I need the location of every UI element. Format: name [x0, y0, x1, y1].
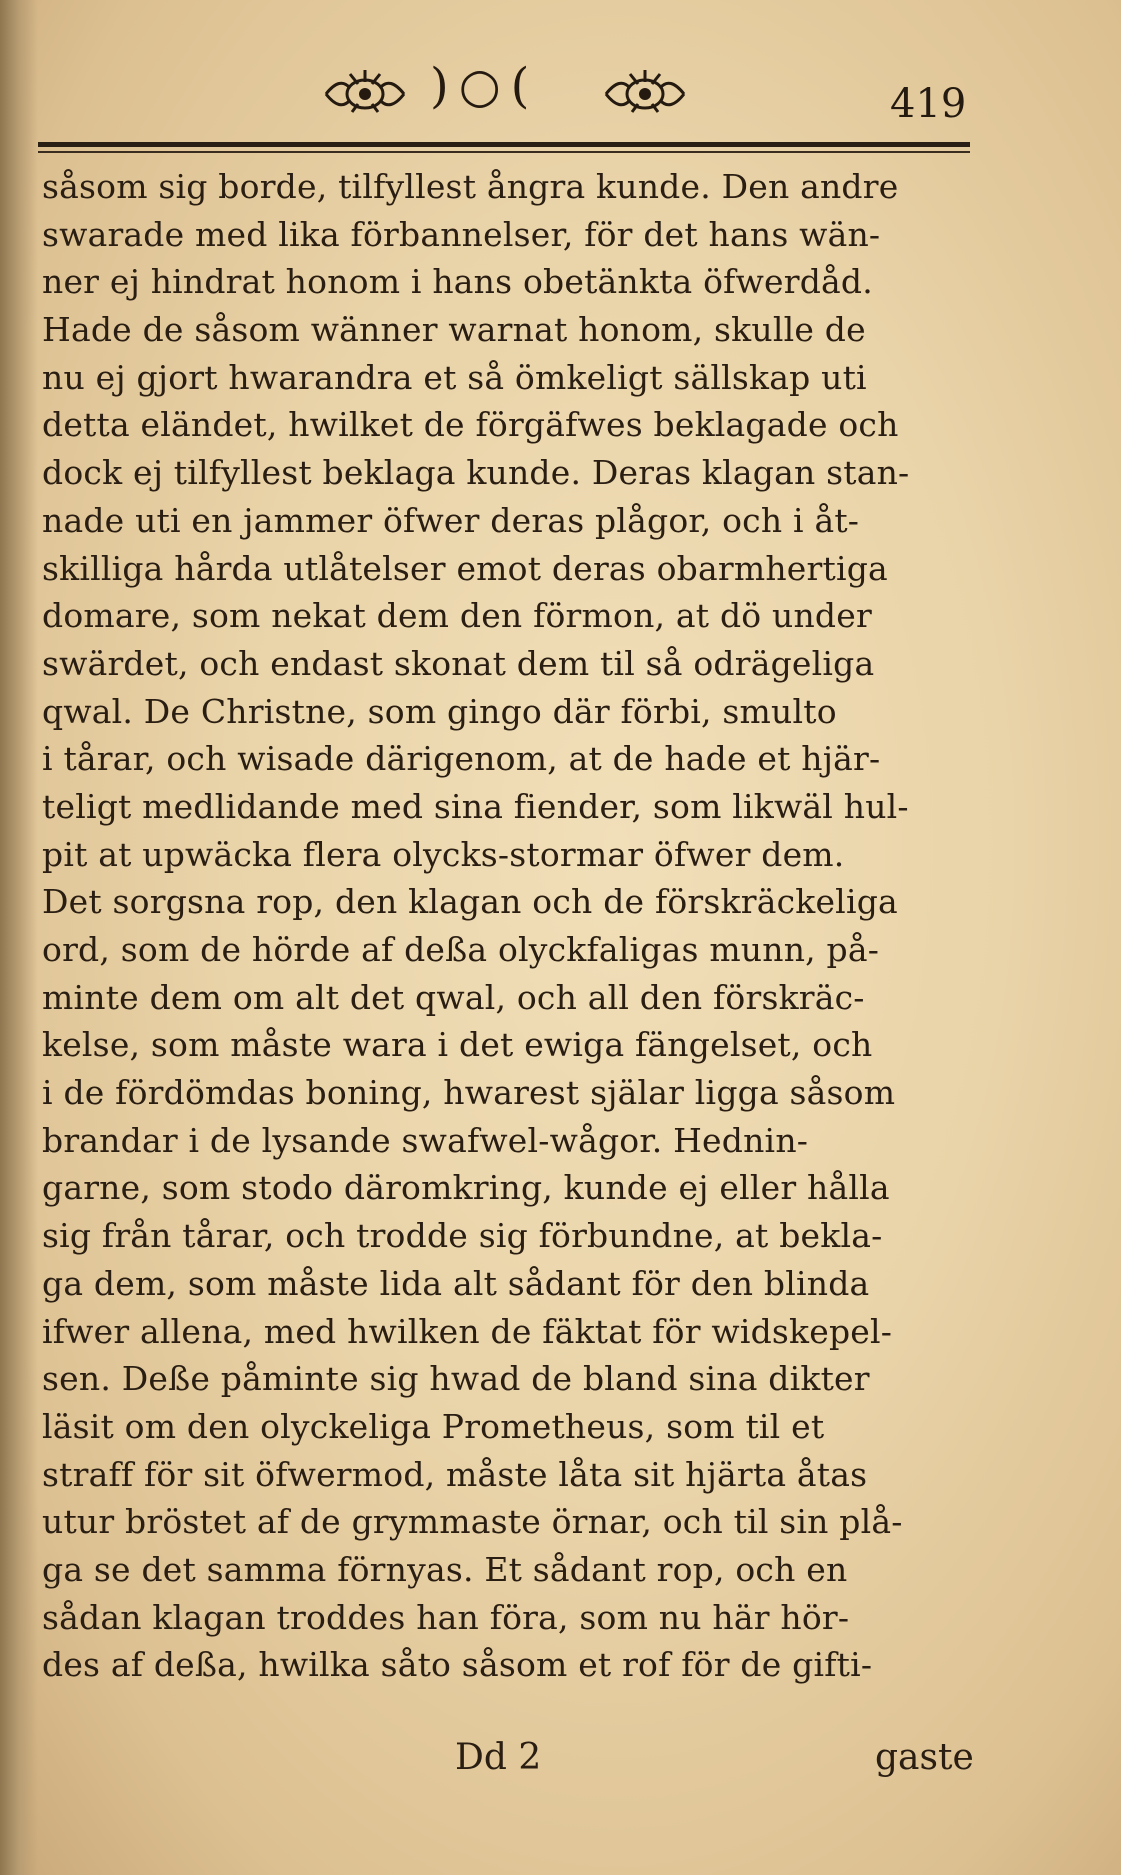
- catchword: gaste: [875, 1737, 974, 1778]
- text-line: straff för sit öfwermod, måste låta sit hjärta åtas: [42, 1454, 868, 1494]
- text-line: nu ej gjort hwarandra et så ömkeligt sällskap uti: [42, 357, 867, 397]
- text-line: skilliga hårda utlåtelser emot deras obarmhertiga: [42, 548, 888, 588]
- text-line: Det sorgsna rop, den klagan och de förskräckeliga: [42, 882, 898, 922]
- body-text: [42, 163, 977, 1689]
- left-ornament-icon: [320, 68, 410, 116]
- text-line: garne, som stodo däromkring, kunde ej eller hålla: [42, 1168, 890, 1208]
- text-line: ga dem, som måste lida alt sådant för den blinda: [42, 1263, 870, 1303]
- text-line: i tårar, och wisade därigenom, at de hade et hjär-: [42, 739, 881, 779]
- text-line: utur bröstet af de grymmaste örnar, och til sin plå-: [42, 1502, 903, 1542]
- text-line: detta eländet, hwilket de förgäfwes beklagade och: [42, 405, 899, 445]
- text-line: sig från tårar, och trodde sig förbundne, at bekla-: [42, 1216, 883, 1256]
- page-gutter: [0, 0, 38, 1875]
- text-line: Hade de såsom wänner warnat honom, skulle de: [42, 310, 866, 350]
- text-line: såsom sig borde, tilfyllest ångra kunde. Den andre: [42, 167, 899, 206]
- text-line: läsit om den olyckeliga Prometheus, som til et: [42, 1406, 825, 1446]
- page-header: [300, 58, 980, 132]
- text-line: i de fördömdas boning, hwarest själar ligga såsom: [42, 1073, 896, 1113]
- text-line: swarade med lika förbannelser, för det hans wän-: [42, 214, 881, 254]
- text-line: ga se det samma förnyas. Et sådant rop, och en: [42, 1549, 848, 1589]
- text-line: swärdet, och endast skonat dem til så odrägeliga: [42, 643, 875, 683]
- page-number: 419: [890, 81, 967, 127]
- text-line: ord, som de hörde af deßa olyckfaligas munn, på-: [42, 930, 880, 969]
- text-line: qwal. De Christne, som gingo där förbi, smulto: [42, 691, 837, 731]
- text-line: domare, som nekat dem den förmon, at dö under: [42, 596, 872, 636]
- right-ornament-icon: [600, 68, 690, 116]
- text-line: kelse, som måste wara i det ewiga fängelset, och: [42, 1025, 873, 1065]
- text-line: sen. Deße påminte sig hwad de bland sina dikter: [42, 1359, 870, 1399]
- text-line: dock ej tilfyllest beklaga kunde. Deras klagan stan-: [42, 453, 910, 493]
- text-line: ifwer allena, med hwilken de fäktat för widskepel-: [42, 1311, 893, 1351]
- text-line: nade uti en jammer öfwer deras plågor, och i åt-: [42, 500, 860, 540]
- header-rule: [38, 142, 970, 147]
- text-line: brandar i de lysande swafwel-wågor. Hednin-: [42, 1120, 809, 1160]
- text-line: des af deßa, hwilka såto såsom et rof för de gifti-: [42, 1645, 873, 1685]
- text-line: sådan klagan troddes han föra, som nu här hör-: [42, 1597, 850, 1637]
- text-line: pit at upwäcka flera olycks-stormar öfwer dem.: [42, 834, 845, 874]
- text-line: ner ej hindrat honom i hans obetänkta öfwerdåd.: [42, 262, 873, 302]
- text-line: minte dem om alt det qwal, och all den förskräc-: [42, 977, 865, 1017]
- text-line: teligt medlidande med sina fiender, som likwäl hul-: [42, 786, 909, 826]
- header-rule-thin: [38, 151, 970, 153]
- signature-mark: Dd 2: [455, 1737, 542, 1778]
- header-brackets: )○(: [430, 58, 540, 114]
